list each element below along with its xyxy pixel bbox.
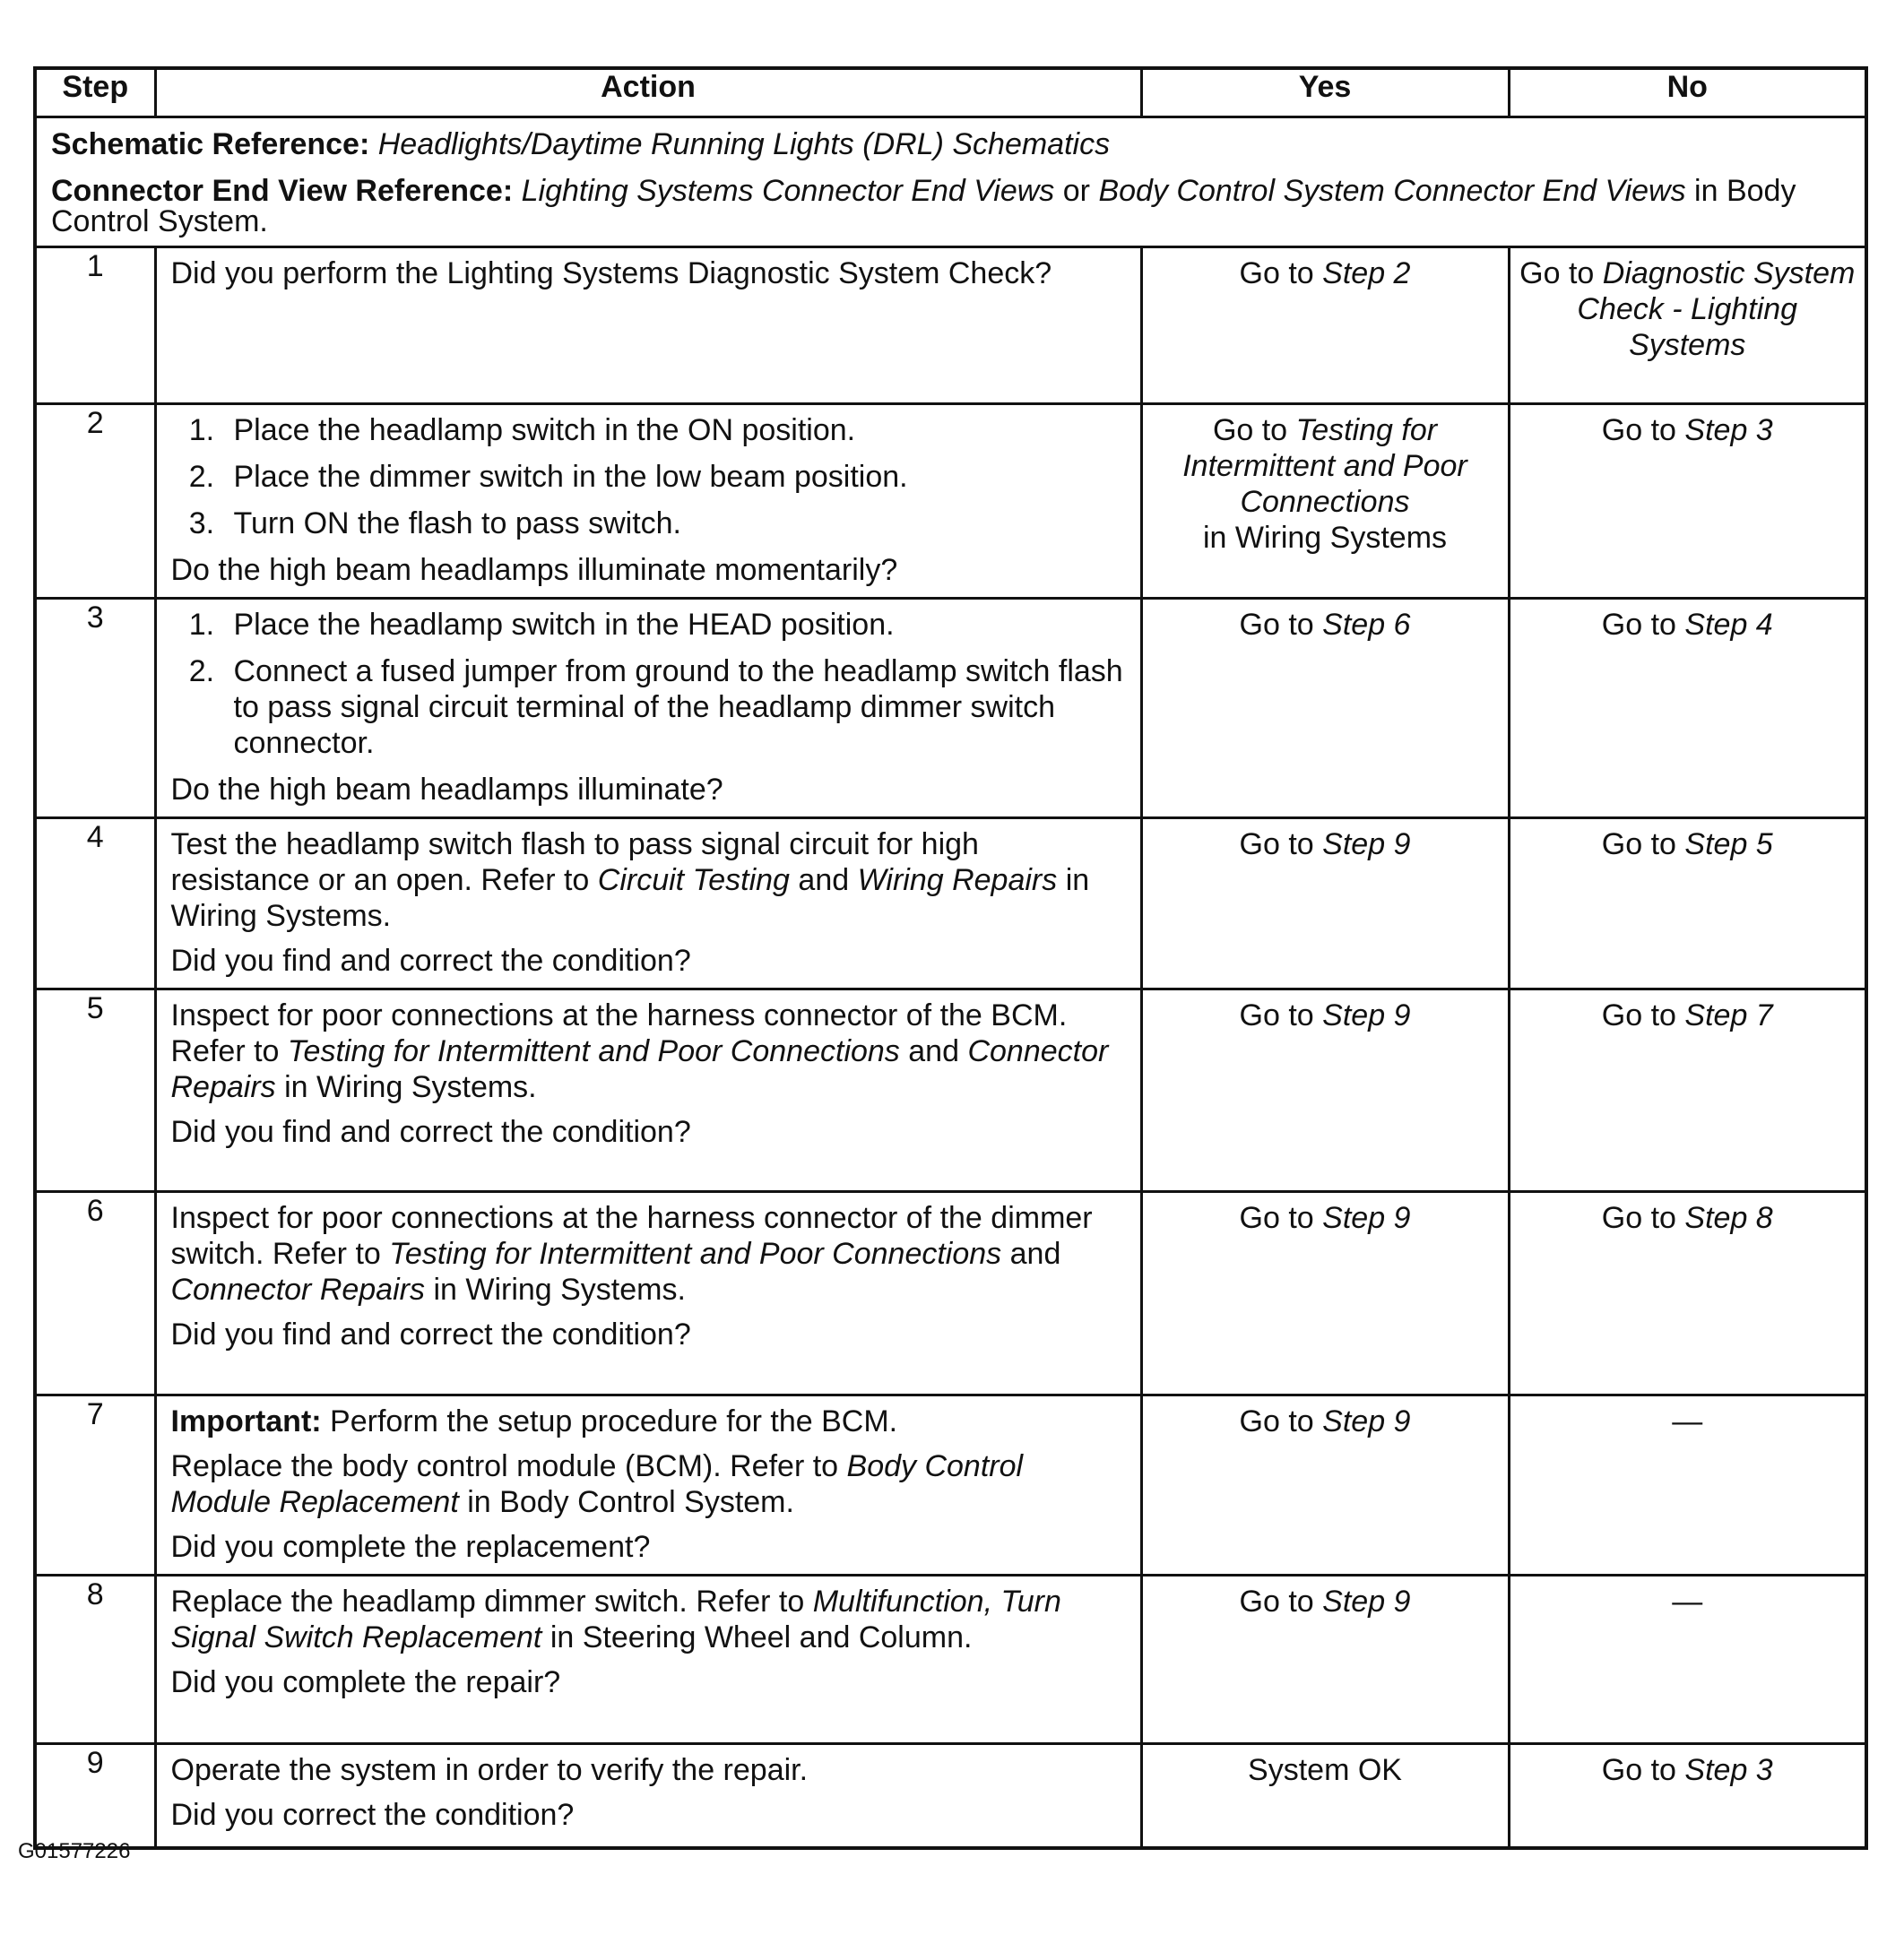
yes-suffix: in Wiring Systems	[1202, 521, 1448, 555]
step-question: Did you complete the replacement?	[170, 1530, 651, 1564]
yes-link[interactable]: Step 9	[1322, 1201, 1411, 1235]
step-row	[35, 1395, 1866, 1576]
reference-cell	[35, 117, 1866, 247]
no-link[interactable]: Step 5	[1684, 827, 1773, 861]
list-item: 3. Turn ON the flash to pass switch.	[223, 505, 1126, 541]
step-instruction	[171, 1584, 1126, 1655]
header-step: Step	[35, 68, 155, 117]
list-item: 1. Place the headlamp switch in the ON position.	[223, 412, 1126, 448]
step-question: Did you find and correct the condition?	[170, 944, 691, 978]
instruction-tail: in Wiring Systems.	[433, 1273, 686, 1307]
yes-link[interactable]: Step 9	[1322, 1404, 1411, 1438]
no-link[interactable]: Step 8	[1684, 1201, 1773, 1235]
step-row	[35, 818, 1866, 989]
reference-link[interactable]: Multifunction, Turn Signal Switch Replacement	[170, 1585, 1061, 1654]
instruction-text: Replace the headlamp dimmer switch. Refer to	[170, 1585, 805, 1619]
step-no	[1509, 404, 1866, 599]
step-question: Did you find and correct the condition?	[170, 1115, 691, 1149]
step-list	[171, 607, 1126, 761]
yes-prefix: Go to	[1212, 413, 1288, 447]
step-instruction	[171, 1448, 1126, 1520]
connector-value-1: Lighting Systems Connector End Views	[521, 174, 1055, 208]
step-yes	[1141, 1744, 1509, 1848]
step-number: 6	[35, 1192, 155, 1395]
yes-link[interactable]: Step 9	[1322, 998, 1411, 1032]
step-no	[1509, 818, 1866, 989]
step-no	[1509, 1192, 1866, 1395]
no-prefix: Go to	[1601, 998, 1676, 1032]
yes-prefix: Go to	[1239, 608, 1314, 642]
no-prefix: Go to	[1601, 1753, 1676, 1787]
no-prefix: Go to	[1601, 413, 1676, 447]
step-number: 4	[35, 818, 155, 989]
no-prefix: Go to	[1601, 1201, 1676, 1235]
connector-value-2: Body Control System Connector End Views	[1098, 174, 1686, 208]
instruction-text: Test the headlamp switch flash to pass signal circuit for high resistance or an open. Refer to	[170, 827, 979, 897]
reference-link[interactable]: Connector Repairs	[170, 1273, 425, 1307]
no-dash: —	[1672, 1404, 1703, 1438]
instruction-tail: in Body Control System.	[467, 1485, 794, 1519]
step-row	[35, 247, 1866, 404]
no-link[interactable]: Diagnostic System Check - Lighting Systems	[1577, 256, 1856, 362]
step-number: 2	[35, 404, 155, 599]
reference-link[interactable]: Connector Repairs	[170, 1034, 1109, 1104]
step-instruction	[171, 998, 1126, 1105]
instruction-tail: in Wiring Systems.	[170, 863, 1090, 933]
step-yes	[1141, 247, 1509, 404]
header-action: Action	[155, 68, 1141, 117]
step-yes	[1141, 404, 1509, 599]
step-action	[155, 1576, 1141, 1744]
yes-text: System OK	[1248, 1753, 1402, 1787]
step-number: 3	[35, 599, 155, 818]
step-no	[1509, 1744, 1866, 1848]
yes-prefix: Go to	[1239, 1585, 1314, 1619]
step-row	[35, 1576, 1866, 1744]
step-number: 7	[35, 1395, 155, 1576]
header-no: No	[1509, 68, 1866, 117]
connector-tail: in Body Control System.	[51, 174, 1796, 238]
reference-link[interactable]: Testing for Intermittent and Poor Connections	[287, 1034, 900, 1068]
step-yes	[1141, 989, 1509, 1192]
step-yes	[1141, 818, 1509, 989]
step-action	[155, 1744, 1141, 1848]
step-action	[155, 404, 1141, 599]
step-number: 5	[35, 989, 155, 1192]
figure-id: G01577226	[18, 1839, 131, 1863]
reference-row	[35, 117, 1866, 247]
list-item: 2. Connect a fused jumper from ground to the headlamp switch flash to pass signal circuit terminal of the headlamp dimmer switch connector.	[223, 653, 1126, 761]
yes-prefix: Go to	[1239, 256, 1314, 290]
step-no	[1509, 1395, 1866, 1576]
step-number: 9	[35, 1744, 155, 1848]
instruction-text: Inspect for poor connections at the harness connector of the dimmer switch. Refer to	[170, 1201, 1093, 1271]
connector-label: Connector End View Reference:	[51, 174, 514, 208]
step-row	[35, 1192, 1866, 1395]
instruction-tail: in Steering Wheel and Column.	[550, 1620, 973, 1654]
step-number: 8	[35, 1576, 155, 1744]
instruction-tail: in Wiring Systems.	[284, 1070, 537, 1104]
step-row	[35, 404, 1866, 599]
list-item: 1. Place the headlamp switch in the HEAD position.	[223, 607, 1126, 643]
step-yes	[1141, 1576, 1509, 1744]
step-yes	[1141, 1395, 1509, 1576]
important-text: Perform the setup procedure for the BCM.	[330, 1404, 898, 1438]
yes-prefix: Go to	[1239, 1404, 1314, 1438]
no-dash: —	[1672, 1585, 1703, 1619]
yes-prefix: Go to	[1239, 827, 1314, 861]
reference-link[interactable]: Body Control Module Replacement	[170, 1449, 1024, 1519]
step-yes	[1141, 1192, 1509, 1395]
step-question: Did you perform the Lighting Systems Diagnostic System Check?	[170, 256, 1052, 290]
step-row	[35, 1744, 1866, 1848]
yes-link[interactable]: Step 9	[1322, 827, 1411, 861]
connector-or: or	[1062, 174, 1090, 208]
no-prefix: Go to	[1519, 256, 1595, 290]
no-link[interactable]: Step 3	[1684, 1753, 1773, 1787]
step-action	[155, 599, 1141, 818]
list-item: 2. Place the dimmer switch in the low beam position.	[223, 459, 1126, 495]
step-action	[155, 989, 1141, 1192]
step-instruction	[171, 826, 1126, 934]
no-link[interactable]: Step 3	[1684, 413, 1773, 447]
step-important	[171, 1404, 1126, 1439]
instruction-text: Inspect for poor connections at the harness connector of the BCM. Refer to	[170, 998, 1068, 1068]
step-question: Do the high beam headlamps illuminate?	[170, 773, 723, 807]
header-row	[35, 68, 1866, 117]
yes-prefix: Go to	[1239, 1201, 1314, 1235]
schematic-reference	[51, 129, 1850, 160]
step-instruction: Operate the system in order to verify the repair.	[170, 1753, 809, 1787]
reference-link[interactable]: Wiring Repairs	[857, 863, 1058, 897]
no-prefix: Go to	[1601, 827, 1676, 861]
step-action	[155, 1395, 1141, 1576]
step-action	[155, 1192, 1141, 1395]
connector-reference	[51, 176, 1850, 237]
step-action	[155, 818, 1141, 989]
instruction-text: Replace the body control module (BCM). Refer to	[170, 1449, 839, 1483]
step-question: Did you find and correct the condition?	[170, 1317, 691, 1352]
reference-link[interactable]: Testing for Intermittent and Poor Connections	[389, 1237, 1002, 1271]
instruction-and: and	[798, 863, 850, 897]
step-question: Did you correct the condition?	[170, 1798, 575, 1832]
no-link[interactable]: Step 7	[1684, 998, 1773, 1032]
diagnostic-table	[33, 66, 1868, 1850]
yes-link[interactable]: Step 2	[1322, 256, 1411, 290]
header-yes: Yes	[1141, 68, 1509, 117]
step-no	[1509, 247, 1866, 404]
step-row	[35, 599, 1866, 818]
instruction-and: and	[1009, 1237, 1061, 1271]
schematic-label: Schematic Reference:	[51, 127, 370, 161]
yes-link[interactable]: Testing for Intermittent and Poor Connections	[1182, 413, 1467, 519]
instruction-and: and	[908, 1034, 959, 1068]
step-question: Do the high beam headlamps illuminate momentarily?	[170, 553, 898, 587]
step-number: 1	[35, 247, 155, 404]
step-action	[155, 247, 1141, 404]
important-label: Important:	[170, 1404, 322, 1438]
step-no	[1509, 1576, 1866, 1744]
no-link[interactable]: Step 4	[1684, 608, 1773, 642]
step-question: Did you complete the repair?	[170, 1665, 561, 1699]
step-list	[171, 412, 1126, 541]
step-yes	[1141, 599, 1509, 818]
step-no	[1509, 599, 1866, 818]
yes-prefix: Go to	[1239, 998, 1314, 1032]
reference-link[interactable]: Circuit Testing	[597, 863, 790, 897]
step-no	[1509, 989, 1866, 1192]
step-instruction	[171, 1200, 1126, 1308]
no-prefix: Go to	[1601, 608, 1676, 642]
yes-link[interactable]: Step 9	[1322, 1585, 1411, 1619]
yes-link[interactable]: Step 6	[1322, 608, 1411, 642]
step-row	[35, 989, 1866, 1192]
schematic-value: Headlights/Daytime Running Lights (DRL) Schematics	[377, 127, 1111, 161]
